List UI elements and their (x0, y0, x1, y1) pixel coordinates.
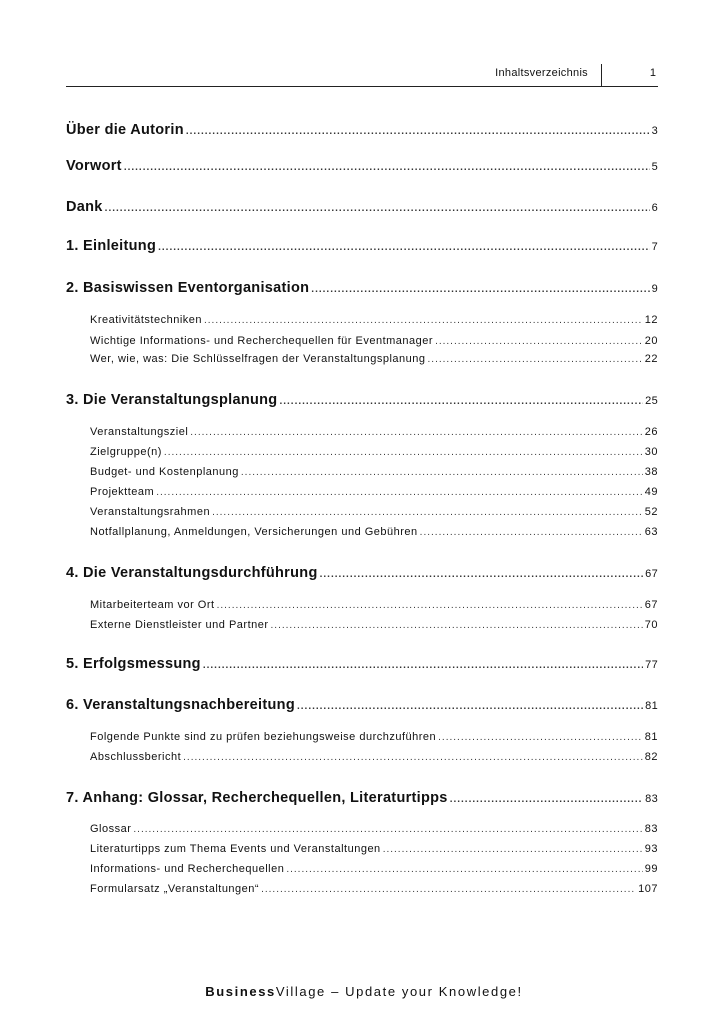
toc-leader-dots (286, 864, 642, 875)
toc-entry-page: 49 (644, 486, 658, 498)
toc-entry-page: 7 (651, 241, 658, 253)
toc-section-entry[interactable] (90, 446, 658, 458)
toc-leader-dots (190, 427, 642, 438)
toc-leader-dots (217, 600, 643, 611)
toc-entry-label: 1. Einleitung (66, 238, 157, 254)
toc-section-entry[interactable] (90, 353, 658, 365)
toc-entry-label: Kreativitätstechniken (90, 314, 202, 326)
toc-entry-page: 30 (644, 446, 658, 458)
toc-leader-dots (297, 701, 643, 712)
toc-leader-dots (204, 315, 643, 326)
toc-leader-dots (124, 162, 650, 173)
toc-section-entry[interactable] (90, 619, 658, 631)
toc-section-entry[interactable] (90, 751, 658, 763)
toc-section-entry[interactable] (90, 314, 658, 326)
toc-entry-page: 25 (645, 395, 658, 407)
toc-entry-label: 7. Anhang: Glossar, Recherchequellen, Literaturtipps (66, 790, 448, 806)
toc-chapter-entry[interactable] (66, 158, 658, 174)
toc-entry-label: Veranstaltungsrahmen (90, 506, 211, 518)
toc-leader-dots (164, 447, 643, 458)
toc-entry-label: 3. Die Veranstaltungsplanung (66, 392, 278, 408)
toc-chapter-entry[interactable] (66, 238, 658, 254)
toc-leader-dots (383, 844, 643, 855)
toc-entry-page: 77 (645, 659, 658, 671)
toc-leader-dots (156, 487, 643, 498)
toc-entry-label: Veranstaltungsziel (90, 426, 189, 438)
toc-entry-label: Mitarbeiterteam vor Ort (90, 599, 215, 611)
toc-entry-label: 5. Erfolgsmessung (66, 656, 201, 672)
toc-chapter-entry[interactable] (66, 392, 658, 408)
toc-entry-page: 3 (651, 125, 658, 137)
toc-chapter-entry[interactable] (66, 790, 658, 806)
toc-entry-label: Literaturtipps zum Thema Events und Veranstaltungen (90, 843, 381, 855)
toc-entry-page: 6 (651, 202, 658, 214)
toc-leader-dots (428, 354, 643, 365)
toc-leader-dots (279, 396, 643, 407)
toc-entry-label: Folgende Punkte sind zu prüfen beziehungsweise durchzuführen (90, 731, 437, 743)
toc-entry-page: 82 (644, 751, 658, 763)
toc-entry-page: 107 (638, 883, 658, 895)
toc-leader-dots (133, 824, 642, 835)
toc-entry-page: 99 (644, 863, 658, 875)
toc-leader-dots (158, 242, 649, 253)
toc-entry-label: 2. Basiswissen Eventorganisation (66, 280, 310, 296)
toc-section-entry[interactable] (90, 823, 658, 835)
toc-entry-page: 70 (644, 619, 658, 631)
toc-leader-dots (212, 507, 643, 518)
toc-leader-dots (203, 660, 643, 671)
toc-chapter-entry[interactable] (66, 122, 658, 138)
toc-leader-dots (186, 126, 650, 137)
toc-entry-label: Formularsatz „Veranstaltungen“ (90, 883, 260, 895)
toc-entry-label: Projektteam (90, 486, 155, 498)
toc-entry-label: Dank (66, 199, 103, 215)
toc-entry-page: 26 (644, 426, 658, 438)
toc-leader-dots (261, 884, 636, 895)
toc-leader-dots (320, 569, 644, 580)
page-footer (0, 984, 728, 999)
toc-leader-dots (420, 527, 643, 538)
toc-section-entry[interactable] (90, 335, 658, 347)
toc-chapter-entry[interactable] (66, 656, 658, 672)
header-page-number: 1 (649, 67, 656, 79)
toc-section-entry[interactable] (90, 426, 658, 438)
toc-entry-label: Informations- und Recherchequellen (90, 863, 285, 875)
toc-section-entry[interactable] (90, 486, 658, 498)
page-header (66, 64, 658, 87)
footer-tagline: – Update your Knowledge! (325, 984, 523, 999)
header-separator (601, 64, 602, 86)
toc-entry-page: 83 (645, 793, 658, 805)
footer-brand-rest: Village (275, 984, 326, 999)
toc-entry-page: 9 (651, 283, 658, 295)
toc-entry-label: Zielgruppe(n) (90, 446, 162, 458)
toc-chapter-entry[interactable] (66, 565, 658, 581)
toc-entry-page: 12 (644, 314, 658, 326)
toc-entry-label: Wichtige Informations- und Recherchequellen für Eventmanager (90, 335, 434, 347)
toc-entry-label: Abschlussbericht (90, 751, 182, 763)
toc-entry-label: Notfallplanung, Anmeldungen, Versicherungen und Gebühren (90, 526, 418, 538)
toc-chapter-entry[interactable] (66, 199, 658, 215)
toc-entry-label: Glossar (90, 823, 132, 835)
toc-section-entry[interactable] (90, 863, 658, 875)
toc-entry-label: Budget- und Kostenplanung (90, 466, 239, 478)
toc-section-entry[interactable] (90, 843, 658, 855)
toc-entry-label: Über die Autorin (66, 122, 184, 138)
header-title: Inhaltsverzeichnis (495, 67, 588, 79)
toc-section-entry[interactable] (90, 599, 658, 611)
toc-entry-label: Wer, wie, was: Die Schlüsselfragen der Veranstaltungsplanung (90, 353, 426, 365)
toc-section-entry[interactable] (90, 506, 658, 518)
toc-leader-dots (435, 336, 643, 347)
toc-section-entry[interactable] (90, 731, 658, 743)
toc-leader-dots (271, 620, 643, 631)
toc-entry-page: 20 (644, 335, 658, 347)
toc-entry-page: 52 (644, 506, 658, 518)
toc-entry-label: Externe Dienstleister und Partner (90, 619, 269, 631)
toc-chapter-entry[interactable] (66, 697, 658, 713)
footer-brand-bold: Business (205, 984, 276, 999)
toc-entry-page: 38 (644, 466, 658, 478)
toc-entry-page: 93 (644, 843, 658, 855)
toc-section-entry[interactable] (90, 526, 658, 538)
toc-entry-page: 83 (644, 823, 658, 835)
toc-section-entry[interactable] (90, 466, 658, 478)
toc-section-entry[interactable] (90, 883, 658, 895)
toc-entry-page: 81 (644, 731, 658, 743)
toc-leader-dots (241, 467, 643, 478)
toc-entry-page: 67 (645, 568, 658, 580)
toc-leader-dots (438, 732, 643, 743)
toc-entry-label: 4. Die Veranstaltungsdurchführung (66, 565, 318, 581)
toc-leader-dots (311, 284, 649, 295)
toc-entry-page: 63 (644, 526, 658, 538)
toc-entry-label: 6. Veranstaltungsnachbereitung (66, 697, 295, 713)
toc-leader-dots (183, 752, 643, 763)
toc-chapter-entry[interactable] (66, 280, 658, 296)
toc-leader-dots (105, 203, 650, 214)
toc-entry-page: 22 (644, 353, 658, 365)
toc-leader-dots (450, 794, 643, 805)
toc-entry-label: Vorwort (66, 158, 122, 174)
toc-entry-page: 5 (651, 161, 658, 173)
toc-entry-page: 81 (645, 700, 658, 712)
toc-entry-page: 67 (644, 599, 658, 611)
